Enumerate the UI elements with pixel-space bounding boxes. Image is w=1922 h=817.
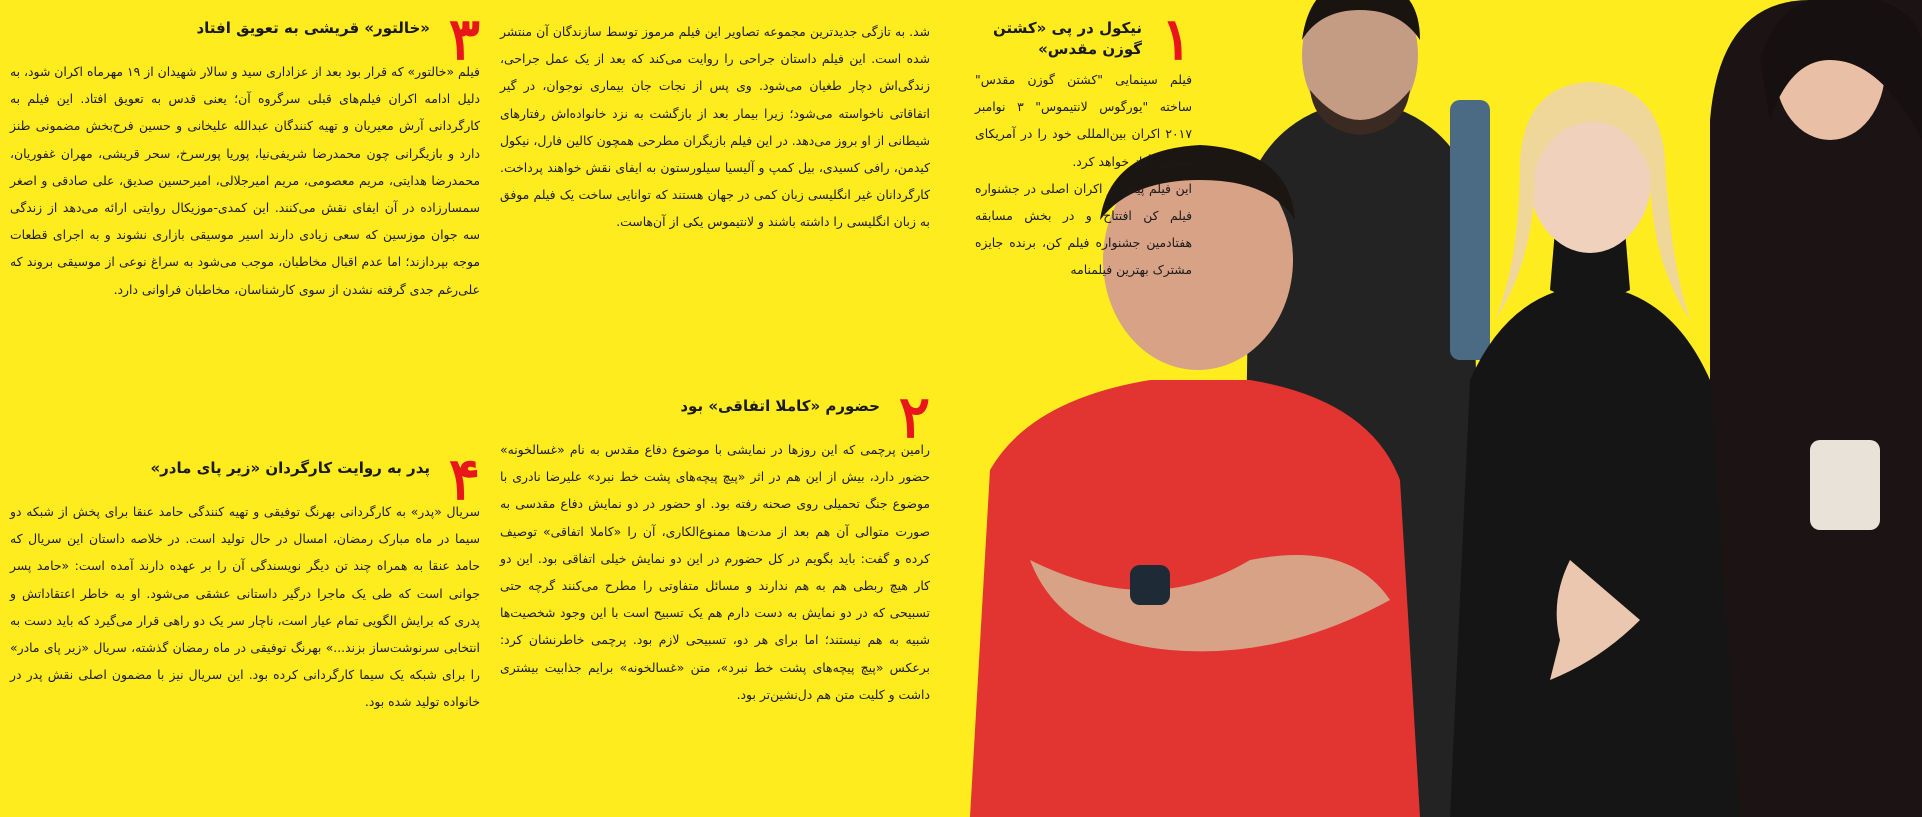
photo-nicole-kidman (1450, 82, 1740, 817)
photo-actress-hijab (1710, 0, 1922, 817)
article-1-title: نیکول در پی «کشتن گوزن مقدس» (992, 19, 1142, 58)
article-2-title: حضورم «کاملا اتفاقی» بود (680, 397, 880, 415)
article-3-number: ۳ (448, 5, 480, 73)
article-1-continued-body: شد. به تازگی جدیدترین مجموعه تصاویر این فیلم مرموز توسط سازندگان آن منتشر شده است. این فیلم داستان جراحی را روایت می‌کند که بعد از یک عمل جراحی، زندگی‌اش دچار طغیان می‌شود. وی پس از نجات جان بیماری نوجوان، در گیر اتفاقاتی ناخواسته می‌شود؛ زیرا بیمار بعد از بازگشت به نزد خانواده‌اش رفتارهای شیطانی از او بروز می‌دهد. در این فیلم بازیگران مطرحی همچون کالین فارل، نیکول کیدمن، رافی کسیدی، بیل کمپ و آلیسیا سیلورستون به ایفای نقش خواهند پرداخت. کارگردانان غیر انگلیسی زبان کمی در جهان هستند که توانایی ساخت یک فیلم موفق به زبان انگلیسی را داشته باشند و لانتیموس یکی از آن‌هاست. (500, 24, 930, 230)
article-2-header (500, 383, 930, 451)
article-4 (10, 445, 480, 716)
article-4-body: سریال «پدر» به کارگردانی بهرنگ توفیقی و تهیه کنندگی حامد عنقا برای پخش از شبکه دو سیما در ماه مبارک رمضان، امسال در حال تولید است. در خلاصه داستان این سریال که حامد عنقا به همراه چند تن دیگر نویسندگی آن را بر عهده دارند آمده است: «حامد پسر جوانی است که طی یک ماجرا درگیر داستانی عشقی می‌شود. او به خاطر اعتقاداتش و پدری که برایش الگویی تمام عیار است، ناچار سر یک دو راهی قرار می‌گیرد که باید دست به انتخابی سرنوشت‌ساز بزند...» بهرنگ توفیقی در ماه رمضان گذشته، سریال «زیر پای مادر» را برای شبکه یک سیما کارگردانی کرده بود. این سریال نیز با مضمون اصلی نقش پدر در خانواده تولید شده بود. (10, 504, 480, 710)
article-3-title: «خالتور» قریشی به تعویق افتاد (196, 19, 430, 37)
article-1-header (975, 5, 1192, 73)
article-4-header (10, 445, 480, 513)
article-1-paragraph-2: این فیلم پیش از اکران اصلی در جشنواره فیلم کن افتتاح و در بخش مسابقه هفتادمین جشنواره فیلم کن، برنده جایزه مشترک بهترین فیلمنامه (975, 180, 1192, 278)
article-4-title: پدر به روایت کارگردان «زیر پای مادر» (150, 459, 430, 477)
article-3-body: فیلم «خالتور» که قرار بود بعد از عزاداری سید و سالار شهیدان از ۱۹ مهرماه اکران شود، به دلیل ادامه اکران فیلم‌های قبلی سرگروه آن؛ یعنی قدس به تعویق افتاد. این فیلم به کارگردانی آرش معیریان و تهیه کنندگان عبدالله علیخانی و حسین فرح‌بخش مضمونی طنز دارد و بازیگرانی چون محمدرضا شریفی‌نیا، پوریا پورسرخ، سحر قریشی، مهران غفوریان، محمدرضا هدایتی، مریم معصومی، مریم امیرجلالی، امیرحسین صدیق، علی صادقی و اصغر سمسارزاده در آن ایفای نقش می‌کنند. این کمدی-موزیکال روایتی ارائه می‌دهد از زندگی سه جوان موزسین که سعی زیادی دارند اسیر موسیقی بازاری نشوند و به اجرای قطعات موجه بپردازند؛ اما عدم اقبال مخاطبان، موجب می‌شود به سراغ نوعی از موسیقی بروند که علی‌رغم جدی گرفته نشدن از سوی کارشناسان، مخاطبان فراوانی دارد. (10, 64, 480, 297)
article-4-number: ۴ (448, 445, 480, 513)
article-2-body: رامین پرچمی که این روزها در نمایشی با موضوع دفاع مقدس به نام «غسالخونه» حضور دارد، بیش از این هم در اثر «پیچ پیچه‌های پشت خط نبرد» علیرضا نادری با موضوع جنگ تحمیلی روی صحنه رفته بود. او حضور در دو نمایش دفاع مقدسی به صورت متوالی آن هم بعد از مدت‌ها ممنوع‌الکاری، آن را «کاملا اتفاقی» توصیف کرده و گفت: باید بگویم در کل حضورم در این دو نمایش خیلی اتفاقی بود. این دو کار هیچ ربطی هم به هم ندارند و مسائل متفاوتی را مطرح می‌کنند گرچه حتی تسبیحی که در دو نمایش به دست دارم هم یک تسبیح است با این وجود شخصیت‌ها شبیه به هم نیستند؛ اما برای هر دو، تسبیحی لازم بود. پرچمی خاطرنشان کرد: برعکس «پیچ پیچه‌های پشت خط نبرد»، متن «غسالخونه» برایم جذابیت بیشتری داشت و کلیت متن هم دل‌نشین‌تر بود. (500, 442, 930, 702)
article-1-body (975, 66, 1192, 284)
article-3-header (10, 5, 480, 73)
article-1-continued (500, 18, 930, 236)
article-1-paragraph-1: فیلم سینمایی "کشتن گوزن مقدس" ساخته "یورگوس لانتیموس" ۳ نوامبر ۲۰۱۷ اکران بین‌المللی خود را در آمریکای شمالی آغاز خواهد کرد. (975, 72, 1192, 169)
article-2-number: ۲ (898, 383, 930, 451)
article-2 (500, 383, 930, 708)
article-1-number: ۱ (1160, 5, 1192, 73)
article-1 (975, 5, 1192, 284)
article-3 (10, 5, 480, 303)
